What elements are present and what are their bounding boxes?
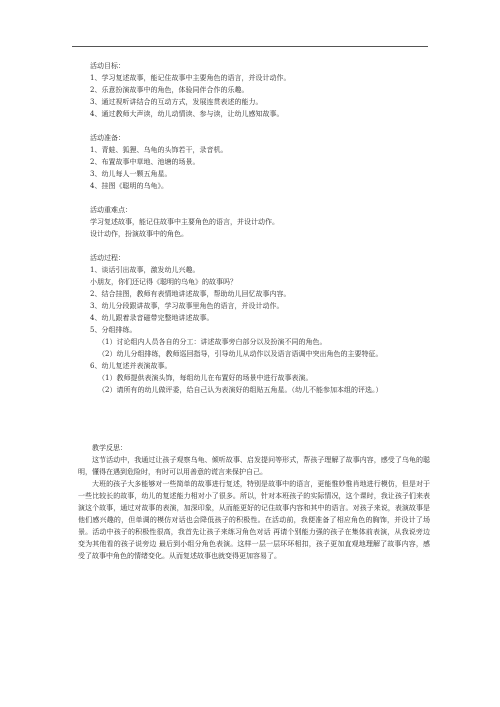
process-subitem: （1）教师提供表演头饰，每组幼儿在布置好的场景中进行故事表演。 [98,374,313,382]
process-heading: 活动过程： [90,254,125,262]
process-subitem: （2）请所有的幼儿做评委，给自己认为表演好的组贴五角星。（幼儿不能参加本组的评选。） [98,386,383,394]
goal-item: 2、乐意扮演故事中的角色，体验同伴合作的乐趣。 [90,86,249,94]
document-body [90,60,420,408]
key-point-item: 学习复述故事，能记住故事中主要角色的语言，并设计动作。 [90,218,279,226]
preparation-item: 3、幼儿每人一颗五角星。 [90,170,172,178]
preparation-item: 1、青蛙、狐狸、乌龟的头饰若干，录音机。 [90,146,228,154]
process-item: 小朋友，你们还记得《聪明的乌龟》的故事吗？ [90,278,237,286]
process-subitem: （2）幼儿分组排练，教师巡回指导，引导幼儿从动作以及语言语调中突出角色的主要特征。 [98,350,383,358]
process-item: 2、结合挂图，教师有表情地讲述故事，帮助幼儿回忆故事内容。 [90,290,291,298]
process-item: 6、幼儿复述并表演故事。 [90,362,172,370]
preparation-heading: 活动准备： [90,134,125,142]
goals-heading: 活动目标： [90,62,125,70]
key-points-section [90,204,420,240]
goal-item: 3、通过视听讲结合的互动方式，发展连贯表述的能力。 [90,98,263,106]
key-points-heading: 活动重难点： [90,206,132,214]
key-point-item: 设计动作，扮演故事中的角色。 [90,230,188,238]
preparation-item: 2、布置故事中草地、池塘的场景。 [90,158,200,166]
process-item: 4、幼儿跟着录音磁带完整地讲述故事。 [90,314,214,322]
header-rule [72,46,428,47]
process-item: 5、分组排练。 [90,326,137,334]
preparation-item: 4、挂图《聪明的乌龟》。 [90,182,168,190]
process-subitem: （1）讨论组内人员各自的分工：讲述故事旁白部分以及扮演不同的角色。 [98,338,327,346]
process-item: 3、幼儿分段跟讲故事，学习故事里角色的语言，并设计动作。 [90,302,284,310]
goal-item: 1、学习复述故事，能记住故事中主要角色的语言，并设计动作。 [90,74,291,82]
process-item: 1、谈话引出故事，激发幼儿兴趣。 [90,266,200,274]
preparation-section [90,132,420,192]
reflection-section [78,442,430,562]
goal-item: 4、通过教师大声读，幼儿动情读、参与读，让幼儿感知故事。 [90,110,284,118]
process-section [90,252,420,396]
reflection-paragraph: 这节活动中，我通过让孩子观察乌龟、倾听故事、启发提问等形式，帮孩子理解了故事内容，感受了乌龟的聪明，懂得在遇到危险时，有时可以用善意的谎言来保护自己。 [78,456,430,476]
reflection-heading: 教学反思： [92,444,127,452]
goals-section [90,60,420,120]
reflection-paragraph: 大班的孩子大多能够对一些简单的故事进行复述，特别是故事中的语言，更能惟妙惟肖地进行模仿，但是对于一些比较长的故事，幼儿的复述能力相对小了很多。所以，针对本班孩子的实际情况，这个课时，我让孩子们来表演这个故事，通过对故事的表演，加深印象，从而能更好的记住故事内容和其中的语言。对孩子来说，表演故事是他们感兴趣的，但单调的模仿对话也会降低孩子的积极性。在活动前，我便准备了相应角色的胸饰，并设计了场景。活动中孩子的积极性很高，我首先让孩子来练习角色对话 再请个别能力强的孩子在集体前表演，从我说旁边变为其他看的孩子说旁边 最后到小组分角色表演。这样一层一层环环相扣，孩子更加直观地理解了故事内容，感受了故事中角色的情绪变化。从而复述故事也就变得更加容易了。 [78,480,430,560]
